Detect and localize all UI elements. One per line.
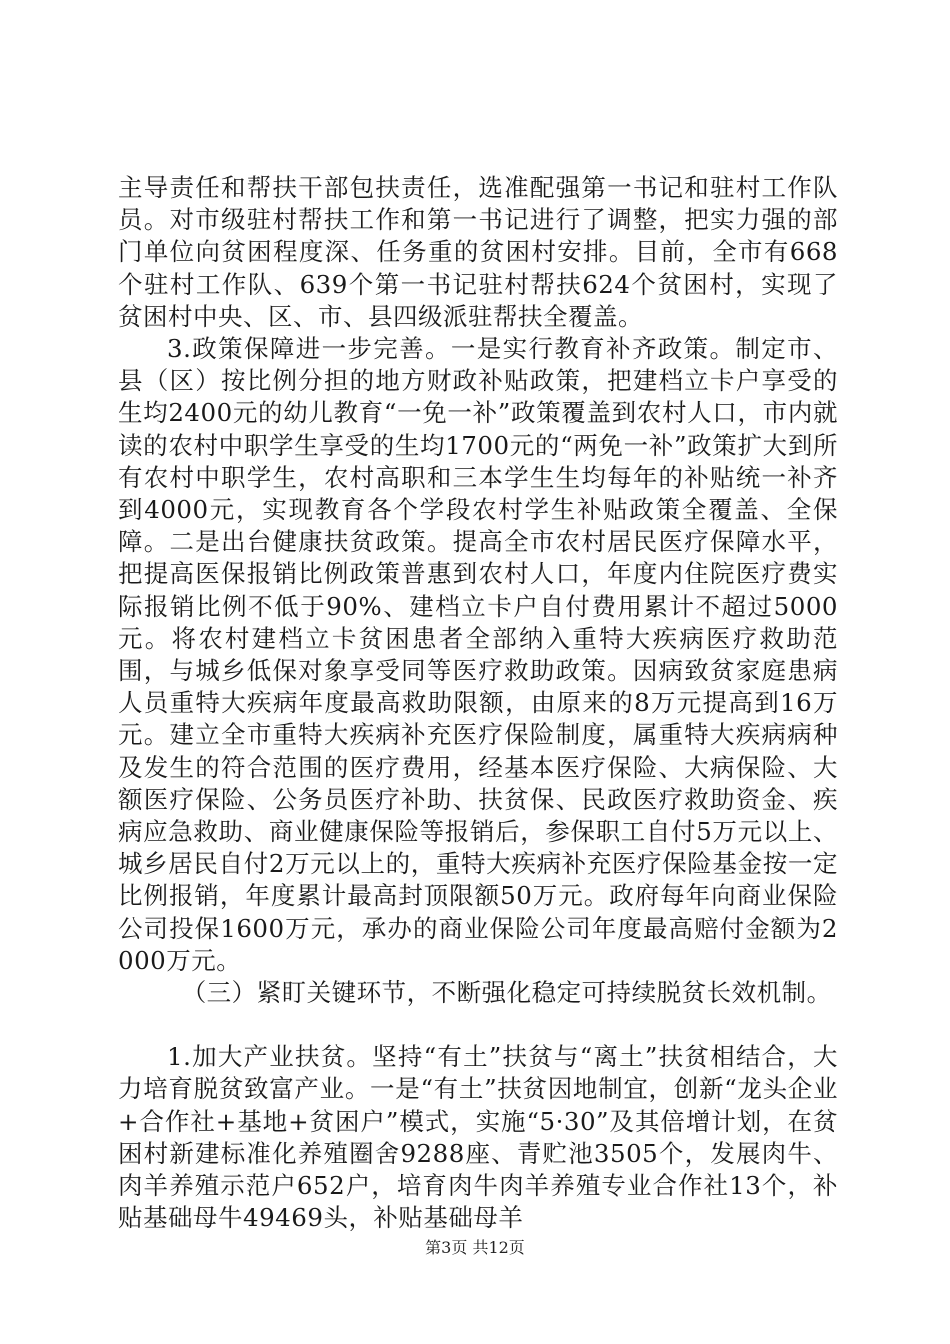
paragraph-continuation: 主导责任和帮扶干部包扶责任，选准配强第一书记和驻村工作队员。对市级驻村帮扶工作和第一书记进行了调整，把实力强的部门单位向贫困程度深、任务重的贫困村安排。目前，全市有668个驻村工作队、639个第一书记驻村帮扶624个贫困村，实现了贫困村中央、区、市、县四级派驻帮扶全覆盖。 [118, 173, 838, 331]
paragraph-industry-poverty: 1.加大产业扶贫。坚持“有土”扶贫与“离土”扶贫相结合，大力培育脱贫致富产业。一是“有土”扶贫因地制宜，创新“龙头企业+合作社+基地+贫困户”模式，实施“5·30”及其倍增计划，在贫困村新建标准化养殖圈舍9288座、青贮池3505个，发展肉牛、肉羊养殖示范户652户，培育肉牛肉羊养殖专业合作社13个，补贴基础母牛49469头，补贴基础母羊 [118, 1042, 838, 1233]
page-footer: 第3页 共12页 [425, 1238, 525, 1257]
document-body [118, 172, 838, 1235]
paragraph-policy-guarantee: 3.政策保障进一步完善。一是实行教育补齐政策。制定市、县（区）按比例分担的地方财政补贴政策，把建档立卡户享受的生均2400元的幼儿教育“一免一补”政策覆盖到农村人口，市内就读的农村中职学生享受的生均1700元的“两免一补”政策扩大到所有农村中职学生，农村高职和三本学生生均每年的补贴统一补齐到4000元，实现教育各个学段农村学生补贴政策全覆盖、全保障。二是出台健康扶贫政策。提高全市农村居民医疗保障水平，把提高医保报销比例政策普惠到农村人口，年度内住院医疗费实际报销比例不低于90%、建档立卡户自付费用累计不超过5000元。将农村建档立卡贫困患者全部纳入重特大疾病医疗救助范围，与城乡低保对象享受同等医疗救助政策。因病致贫家庭患病人员重特大疾病年度最高救助限额，由原来的8万元提高到16万元。建立全市重特大疾病补充医疗保险制度，属重特大疾病病种及发生的符合范围的医疗费用，经基本医疗保险、大病保险、大额医疗保险、公务员医疗补助、扶贫保、民政医疗救助资金、疾病应急救助、商业健康保险等报销后，参保职工自付5万元以上、城乡居民自付2万元以上的，重特大疾病补充医疗保险基金按一定比例报销，年度累计最高封顶限额50万元。政府每年向商业保险公司投保1600万元，承办的商业保险公司年度最高赔付金额为2000万元。 [118, 334, 838, 975]
section-heading: （三）紧盯关键环节，不断强化稳定可持续脱贫长效机制。 [181, 978, 832, 1008]
